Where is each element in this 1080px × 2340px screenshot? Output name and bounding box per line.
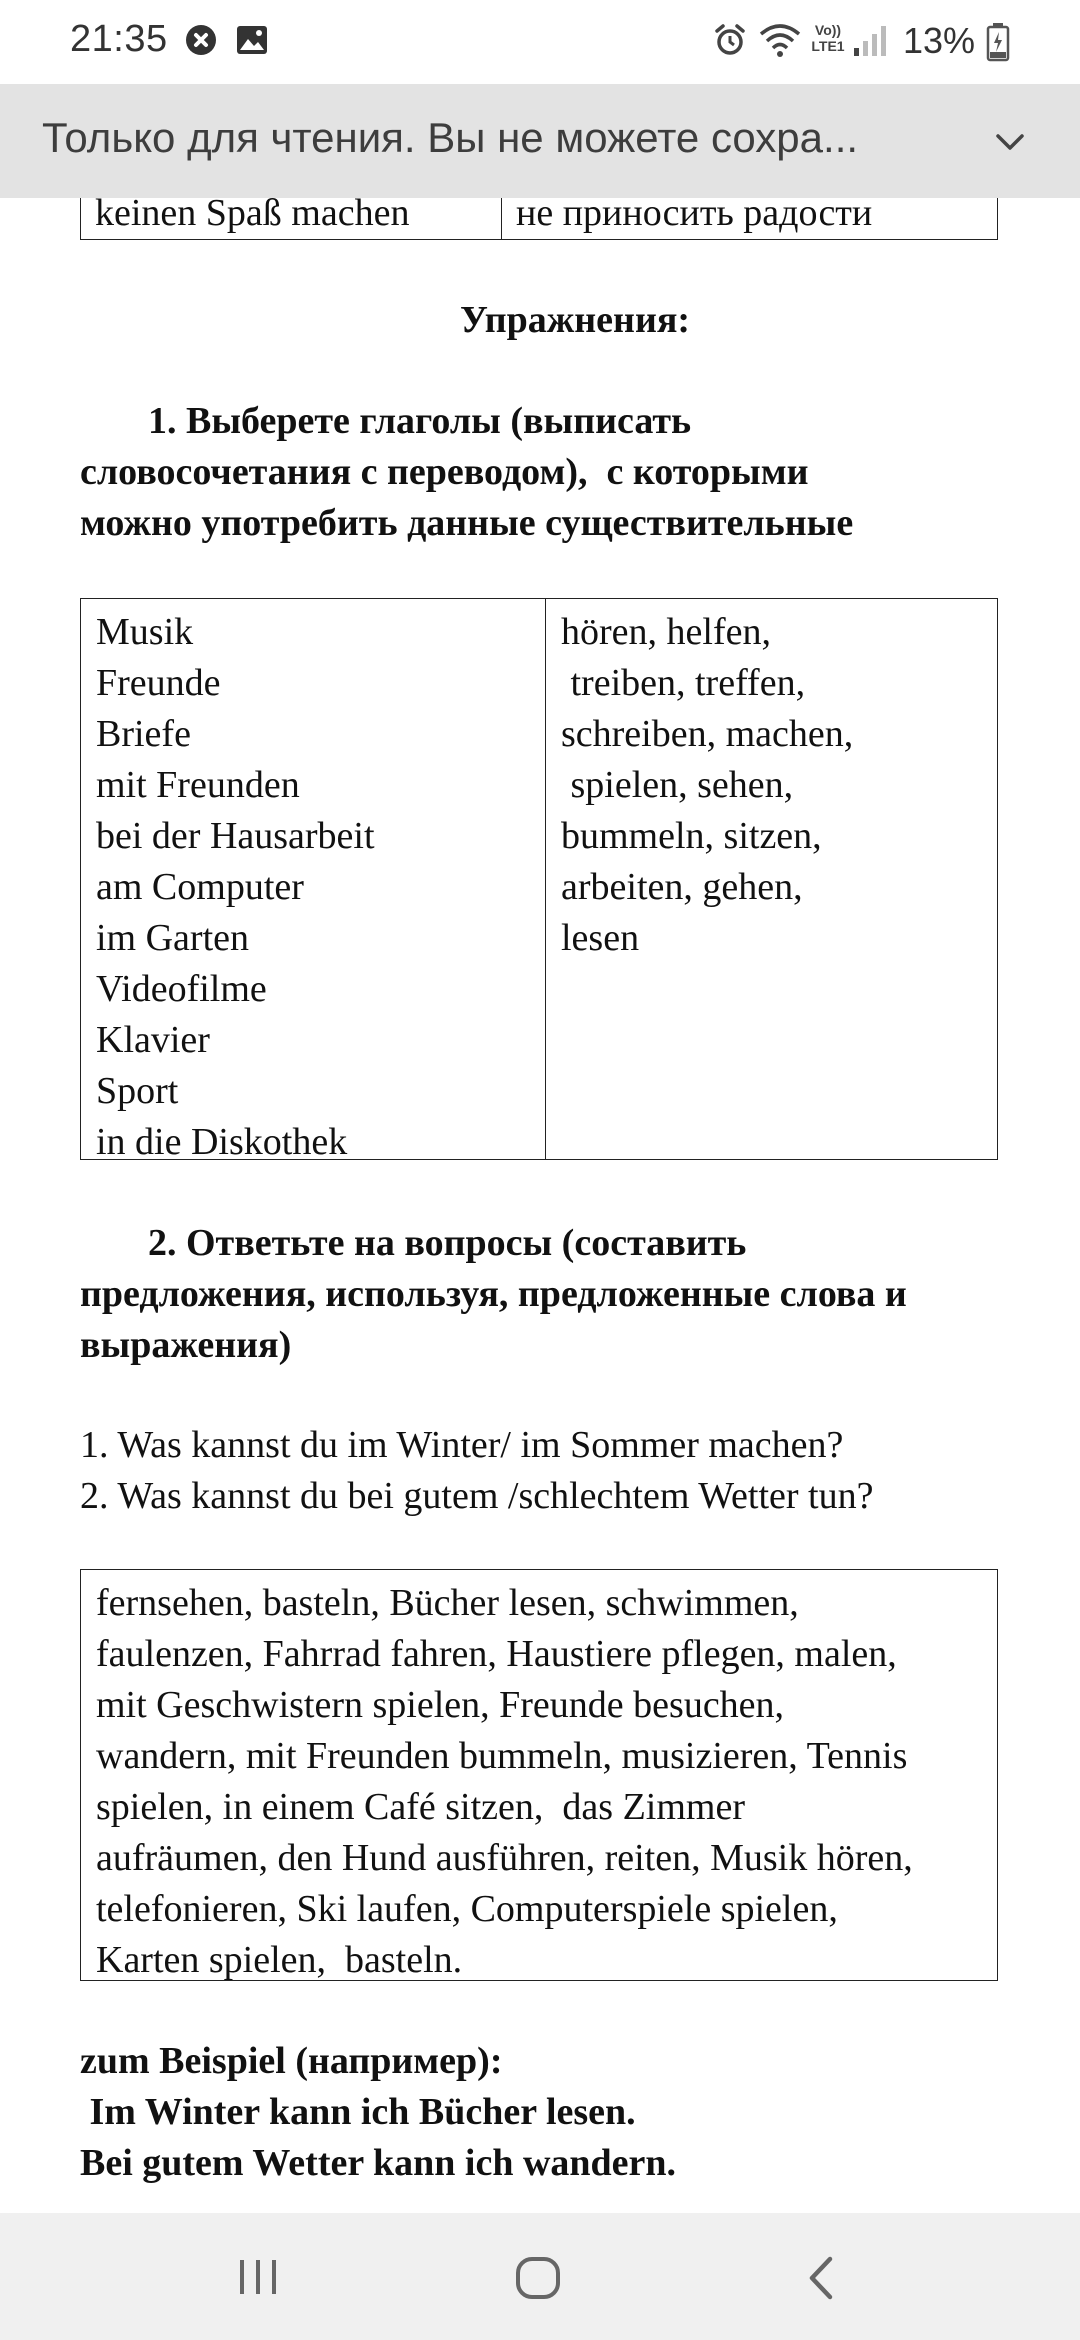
phrase-line: fernsehen, basteln, Bücher lesen, schwimmen, (96, 1582, 799, 1624)
noun-item: am Computer (96, 866, 304, 908)
nouns-verbs-table (80, 598, 998, 1163)
status-bar (0, 0, 1080, 84)
noun-item: bei der Hausarbeit (96, 815, 375, 857)
question-item: 1. Was kannst du im Winter/ im Sommer machen? (80, 1424, 844, 1466)
battery-charging-icon (986, 22, 1010, 67)
verb-item: lesen (561, 917, 640, 959)
phrase-line: faulenzen, Fahrrad fahren, Haustiere pflegen, malen, (96, 1633, 897, 1675)
task2-line: предложения, используя, предложенные слова и (80, 1273, 907, 1315)
noun-item: mit Freunden (96, 764, 300, 806)
noun-item: Freunde (96, 662, 221, 704)
noun-item: im Garten (96, 917, 250, 959)
verb-item: spielen, sehen, (561, 764, 794, 806)
task2-line: 2. Ответьте на вопросы (составить (148, 1222, 747, 1264)
phrase-line: spielen, in einem Café sitzen, das Zimmer (96, 1786, 745, 1828)
task1-line: 1. Выберете глаголы (выписать (148, 400, 692, 442)
phrase-line: Karten spielen, basteln. (96, 1939, 463, 1981)
verb-item: treiben, treffen, (561, 662, 806, 704)
home-icon[interactable] (514, 2255, 562, 2306)
verb-item: bummeln, sitzen, (561, 815, 822, 857)
wifi-icon (758, 22, 802, 63)
task1-line: можно употребить данные существительные (80, 502, 854, 544)
vocab-german: keinen Spaß machen (81, 198, 502, 239)
example-line: Bei gutem Wetter kann ich wandern. (80, 2142, 677, 2184)
phrase-line: wandern, mit Freunden bummeln, musizieren, Tennis (96, 1735, 908, 1777)
phrase-line: mit Geschwistern spielen, Freunde besuchen, (96, 1684, 785, 1726)
question-item: 2. Was kannst du bei gutem /schlechtem Wetter tun? (80, 1475, 874, 1517)
close-circle-icon (186, 25, 216, 55)
example-line: Im Winter kann ich Bücher lesen. (80, 2091, 636, 2133)
questions-list (80, 1420, 1040, 1522)
phrases-box (80, 1569, 998, 1981)
image-icon (236, 25, 268, 60)
verb-item: hören, helfen, (561, 611, 771, 653)
noun-item: Sport (96, 1070, 179, 1112)
back-icon[interactable] (804, 2255, 838, 2306)
noun-item: in die Diskothek (96, 1121, 348, 1163)
task1-line: словосочетания с переводом), с которыми (80, 451, 809, 493)
readonly-banner[interactable] (0, 84, 1080, 198)
verb-item: schreiben, machen, (561, 713, 854, 755)
phrase-line: aufräumen, den Hund ausführen, reiten, Musik hören, (96, 1837, 913, 1879)
alarm-icon (712, 22, 748, 63)
vocab-russian: не приносить радости (516, 198, 873, 234)
exercises-heading: Упражнения: (459, 299, 691, 341)
task2-line: выражения) (80, 1324, 292, 1366)
noun-item: Klavier (96, 1019, 210, 1061)
example-block (80, 2036, 1040, 2189)
battery-percent: 13% (903, 20, 976, 61)
vocabulary-table-last-row (80, 198, 998, 240)
task2-title (80, 1218, 1040, 1371)
status-time: 21:35 (70, 18, 168, 60)
readonly-banner-text: Только для чтения. Вы не можете сохра... (42, 114, 859, 161)
chevron-down-icon[interactable] (990, 122, 1030, 167)
noun-item: Briefe (96, 713, 191, 755)
verbs-column (546, 599, 997, 1159)
verb-item: arbeiten, gehen, (561, 866, 803, 908)
example-line: zum Beispiel (например): (80, 2040, 503, 2082)
document-page (0, 198, 1080, 2213)
navigation-bar (0, 2213, 1080, 2340)
task1-title (80, 396, 1020, 549)
phrase-line: telefonieren, Ski laufen, Computerspiele spielen, (96, 1888, 838, 1930)
recent-apps-icon[interactable] (236, 2257, 280, 2302)
volte-icon: Vo)) LTE1 (811, 22, 845, 54)
signal-icon (852, 24, 888, 63)
noun-item: Musik (96, 611, 194, 653)
nouns-column (81, 599, 546, 1163)
noun-item: Videofilme (96, 968, 267, 1010)
